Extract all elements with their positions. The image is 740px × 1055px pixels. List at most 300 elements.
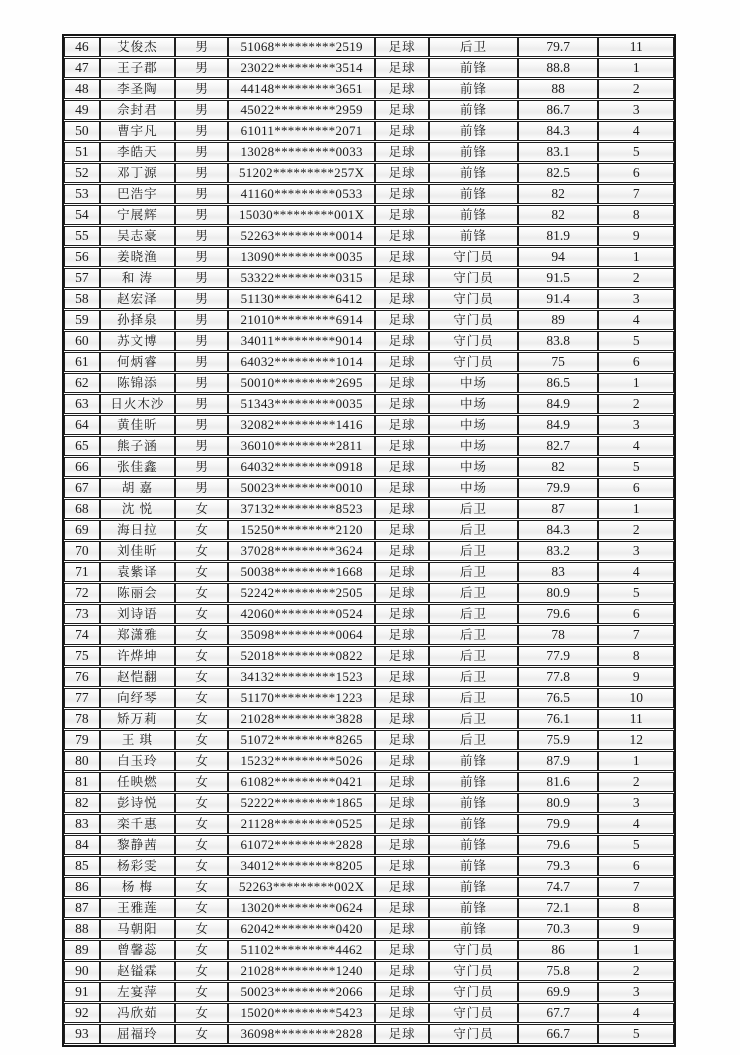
cell-rank: 2 [598, 772, 674, 792]
cell-sport: 足球 [375, 751, 429, 771]
cell-sport: 足球 [375, 457, 429, 477]
cell-sport: 足球 [375, 604, 429, 624]
cell-row-number: 90 [64, 961, 100, 981]
table-row [64, 856, 674, 876]
cell-sport: 足球 [375, 940, 429, 960]
cell-student-name: 艾俊杰 [100, 37, 175, 57]
cell-sport: 足球 [375, 121, 429, 141]
cell-student-name: 冯欣茹 [100, 1003, 175, 1023]
cell-student-name: 李皓天 [100, 142, 175, 162]
cell-row-number: 86 [64, 877, 100, 897]
cell-score: 87.9 [518, 751, 599, 771]
roster-table-sheet [62, 34, 676, 1047]
table-row [64, 268, 674, 288]
cell-position: 前锋 [429, 163, 518, 183]
cell-rank: 8 [598, 898, 674, 918]
cell-score: 79.9 [518, 814, 599, 834]
cell-gender: 女 [175, 730, 228, 750]
cell-row-number: 72 [64, 583, 100, 603]
cell-row-number: 54 [64, 205, 100, 225]
cell-position: 中场 [429, 415, 518, 435]
cell-score: 91.5 [518, 268, 599, 288]
cell-sport: 足球 [375, 1024, 429, 1044]
cell-rank: 4 [598, 436, 674, 456]
cell-score: 83.8 [518, 331, 599, 351]
cell-sport: 足球 [375, 226, 429, 246]
cell-sport: 足球 [375, 100, 429, 120]
cell-gender: 女 [175, 646, 228, 666]
cell-position: 守门员 [429, 310, 518, 330]
cell-sport: 足球 [375, 730, 429, 750]
cell-gender: 女 [175, 919, 228, 939]
cell-id-number: 21010*********6914 [228, 310, 375, 330]
cell-score: 76.1 [518, 709, 599, 729]
cell-id-number: 53322*********0315 [228, 268, 375, 288]
cell-sport: 足球 [375, 688, 429, 708]
cell-position: 后卫 [429, 499, 518, 519]
table-row [64, 751, 674, 771]
table-row [64, 646, 674, 666]
cell-position: 守门员 [429, 352, 518, 372]
table-row [64, 373, 674, 393]
cell-position: 后卫 [429, 646, 518, 666]
cell-rank: 5 [598, 331, 674, 351]
cell-sport: 足球 [375, 184, 429, 204]
cell-position: 前锋 [429, 121, 518, 141]
cell-score: 84.3 [518, 121, 599, 141]
cell-gender: 女 [175, 793, 228, 813]
cell-position: 前锋 [429, 856, 518, 876]
cell-id-number: 51072*********8265 [228, 730, 375, 750]
cell-sport: 足球 [375, 58, 429, 78]
cell-rank: 2 [598, 961, 674, 981]
cell-student-name: 赵宏泽 [100, 289, 175, 309]
cell-sport: 足球 [375, 331, 429, 351]
cell-rank: 3 [598, 982, 674, 1002]
cell-gender: 女 [175, 1003, 228, 1023]
cell-score: 84.3 [518, 520, 599, 540]
cell-sport: 足球 [375, 982, 429, 1002]
cell-score: 79.7 [518, 37, 599, 57]
cell-score: 77.9 [518, 646, 599, 666]
cell-position: 前锋 [429, 793, 518, 813]
cell-position: 前锋 [429, 226, 518, 246]
cell-rank: 6 [598, 352, 674, 372]
cell-gender: 男 [175, 247, 228, 267]
cell-row-number: 48 [64, 79, 100, 99]
cell-student-name: 邓丁源 [100, 163, 175, 183]
cell-score: 78 [518, 625, 599, 645]
table-row [64, 520, 674, 540]
cell-position: 守门员 [429, 982, 518, 1002]
cell-gender: 女 [175, 667, 228, 687]
cell-gender: 男 [175, 268, 228, 288]
cell-sport: 足球 [375, 709, 429, 729]
cell-student-name: 矫万莉 [100, 709, 175, 729]
cell-student-name: 张佳鑫 [100, 457, 175, 477]
cell-rank: 8 [598, 205, 674, 225]
cell-id-number: 50023*********2066 [228, 982, 375, 1002]
cell-rank: 10 [598, 688, 674, 708]
cell-gender: 男 [175, 226, 228, 246]
cell-id-number: 41160*********0533 [228, 184, 375, 204]
cell-rank: 2 [598, 520, 674, 540]
cell-position: 后卫 [429, 688, 518, 708]
cell-id-number: 50023*********0010 [228, 478, 375, 498]
table-row [64, 730, 674, 750]
cell-id-number: 64032*********1014 [228, 352, 375, 372]
cell-row-number: 77 [64, 688, 100, 708]
table-row [64, 541, 674, 561]
cell-id-number: 15020*********5423 [228, 1003, 375, 1023]
cell-sport: 足球 [375, 898, 429, 918]
cell-student-name: 李圣陶 [100, 79, 175, 99]
cell-position: 守门员 [429, 1024, 518, 1044]
cell-rank: 6 [598, 604, 674, 624]
cell-student-name: 彭诗悦 [100, 793, 175, 813]
cell-student-name: 日火木沙 [100, 394, 175, 414]
cell-rank: 12 [598, 730, 674, 750]
cell-student-name: 赵恺翻 [100, 667, 175, 687]
cell-rank: 2 [598, 79, 674, 99]
table-row [64, 772, 674, 792]
table-row [64, 814, 674, 834]
table-row [64, 667, 674, 687]
cell-gender: 男 [175, 142, 228, 162]
cell-gender: 女 [175, 856, 228, 876]
cell-gender: 男 [175, 373, 228, 393]
table-row [64, 604, 674, 624]
cell-id-number: 61072*********2828 [228, 835, 375, 855]
cell-score: 82 [518, 205, 599, 225]
cell-gender: 男 [175, 331, 228, 351]
cell-gender: 男 [175, 457, 228, 477]
cell-row-number: 66 [64, 457, 100, 477]
cell-row-number: 81 [64, 772, 100, 792]
cell-score: 80.9 [518, 583, 599, 603]
cell-gender: 女 [175, 961, 228, 981]
cell-student-name: 赵镒霖 [100, 961, 175, 981]
cell-id-number: 51068*********2519 [228, 37, 375, 57]
cell-student-name: 刘诗语 [100, 604, 175, 624]
cell-sport: 足球 [375, 352, 429, 372]
cell-sport: 足球 [375, 373, 429, 393]
cell-gender: 女 [175, 541, 228, 561]
cell-row-number: 87 [64, 898, 100, 918]
cell-score: 91.4 [518, 289, 599, 309]
cell-id-number: 15030*********001X [228, 205, 375, 225]
cell-rank: 9 [598, 919, 674, 939]
cell-row-number: 53 [64, 184, 100, 204]
table-row [64, 205, 674, 225]
cell-rank: 4 [598, 1003, 674, 1023]
cell-id-number: 34132*********1523 [228, 667, 375, 687]
table-row [64, 247, 674, 267]
cell-sport: 足球 [375, 583, 429, 603]
cell-row-number: 74 [64, 625, 100, 645]
cell-rank: 1 [598, 58, 674, 78]
cell-gender: 女 [175, 583, 228, 603]
cell-position: 后卫 [429, 625, 518, 645]
cell-student-name: 曾馨蕊 [100, 940, 175, 960]
cell-score: 79.6 [518, 604, 599, 624]
cell-gender: 男 [175, 352, 228, 372]
cell-position: 前锋 [429, 751, 518, 771]
cell-sport: 足球 [375, 814, 429, 834]
cell-rank: 11 [598, 709, 674, 729]
cell-student-name: 吴志豪 [100, 226, 175, 246]
table-row [64, 37, 674, 57]
cell-position: 后卫 [429, 730, 518, 750]
cell-student-name: 和 涛 [100, 268, 175, 288]
cell-row-number: 82 [64, 793, 100, 813]
table-row [64, 835, 674, 855]
cell-id-number: 51343*********0035 [228, 394, 375, 414]
cell-id-number: 13020*********0624 [228, 898, 375, 918]
cell-rank: 6 [598, 478, 674, 498]
cell-student-name: 王 琪 [100, 730, 175, 750]
cell-id-number: 52263*********0014 [228, 226, 375, 246]
cell-id-number: 34011*********9014 [228, 331, 375, 351]
cell-student-name: 胡 嘉 [100, 478, 175, 498]
cell-sport: 足球 [375, 268, 429, 288]
cell-id-number: 44148*********3651 [228, 79, 375, 99]
cell-row-number: 47 [64, 58, 100, 78]
cell-score: 72.1 [518, 898, 599, 918]
cell-position: 后卫 [429, 520, 518, 540]
cell-score: 75 [518, 352, 599, 372]
cell-score: 83 [518, 562, 599, 582]
cell-sport: 足球 [375, 37, 429, 57]
cell-rank: 7 [598, 625, 674, 645]
table-row [64, 142, 674, 162]
cell-rank: 6 [598, 856, 674, 876]
cell-sport: 足球 [375, 793, 429, 813]
cell-position: 后卫 [429, 562, 518, 582]
cell-score: 86.7 [518, 100, 599, 120]
cell-row-number: 58 [64, 289, 100, 309]
cell-score: 69.9 [518, 982, 599, 1002]
cell-position: 前锋 [429, 919, 518, 939]
cell-position: 前锋 [429, 877, 518, 897]
cell-row-number: 60 [64, 331, 100, 351]
cell-score: 82 [518, 184, 599, 204]
cell-rank: 1 [598, 247, 674, 267]
table-row [64, 331, 674, 351]
table-row [64, 793, 674, 813]
cell-student-name: 何炳睿 [100, 352, 175, 372]
cell-gender: 男 [175, 121, 228, 141]
cell-student-name: 沈 悦 [100, 499, 175, 519]
cell-rank: 3 [598, 100, 674, 120]
cell-student-name: 杨 梅 [100, 877, 175, 897]
cell-sport: 足球 [375, 499, 429, 519]
cell-position: 守门员 [429, 940, 518, 960]
cell-gender: 男 [175, 478, 228, 498]
cell-student-name: 孙择泉 [100, 310, 175, 330]
cell-student-name: 袁紫译 [100, 562, 175, 582]
cell-position: 后卫 [429, 667, 518, 687]
cell-rank: 5 [598, 835, 674, 855]
cell-rank: 3 [598, 415, 674, 435]
cell-id-number: 32082*********1416 [228, 415, 375, 435]
cell-id-number: 45022*********2959 [228, 100, 375, 120]
cell-score: 86 [518, 940, 599, 960]
cell-student-name: 屈福玲 [100, 1024, 175, 1044]
cell-sport: 足球 [375, 415, 429, 435]
cell-score: 82.7 [518, 436, 599, 456]
cell-id-number: 61082*********0421 [228, 772, 375, 792]
cell-student-name: 王子郡 [100, 58, 175, 78]
table-row [64, 394, 674, 414]
cell-id-number: 52263*********002X [228, 877, 375, 897]
table-row [64, 709, 674, 729]
cell-row-number: 88 [64, 919, 100, 939]
cell-sport: 足球 [375, 856, 429, 876]
cell-position: 中场 [429, 478, 518, 498]
cell-gender: 男 [175, 310, 228, 330]
cell-gender: 男 [175, 289, 228, 309]
cell-sport: 足球 [375, 919, 429, 939]
cell-position: 中场 [429, 394, 518, 414]
cell-gender: 男 [175, 436, 228, 456]
cell-gender: 男 [175, 394, 228, 414]
table-row [64, 58, 674, 78]
cell-id-number: 64032*********0918 [228, 457, 375, 477]
cell-position: 前锋 [429, 79, 518, 99]
cell-rank: 1 [598, 499, 674, 519]
cell-student-name: 海日拉 [100, 520, 175, 540]
cell-row-number: 91 [64, 982, 100, 1002]
table-row [64, 898, 674, 918]
cell-id-number: 50010*********2695 [228, 373, 375, 393]
table-row [64, 583, 674, 603]
cell-score: 70.3 [518, 919, 599, 939]
cell-row-number: 67 [64, 478, 100, 498]
cell-row-number: 73 [64, 604, 100, 624]
cell-row-number: 76 [64, 667, 100, 687]
cell-position: 中场 [429, 457, 518, 477]
cell-sport: 足球 [375, 667, 429, 687]
cell-sport: 足球 [375, 142, 429, 162]
cell-score: 82 [518, 457, 599, 477]
cell-id-number: 37132*********8523 [228, 499, 375, 519]
cell-rank: 4 [598, 814, 674, 834]
cell-id-number: 23022*********3514 [228, 58, 375, 78]
cell-score: 84.9 [518, 415, 599, 435]
table-row [64, 940, 674, 960]
cell-score: 84.9 [518, 394, 599, 414]
cell-score: 80.9 [518, 793, 599, 813]
cell-rank: 11 [598, 37, 674, 57]
cell-sport: 足球 [375, 877, 429, 897]
cell-gender: 女 [175, 499, 228, 519]
cell-gender: 女 [175, 709, 228, 729]
cell-score: 75.9 [518, 730, 599, 750]
cell-id-number: 61011*********2071 [228, 121, 375, 141]
cell-position: 前锋 [429, 772, 518, 792]
cell-sport: 足球 [375, 1003, 429, 1023]
cell-row-number: 46 [64, 37, 100, 57]
cell-id-number: 37028*********3624 [228, 541, 375, 561]
cell-row-number: 56 [64, 247, 100, 267]
cell-student-name: 马朝阳 [100, 919, 175, 939]
cell-row-number: 71 [64, 562, 100, 582]
cell-row-number: 49 [64, 100, 100, 120]
table-row [64, 163, 674, 183]
cell-id-number: 50038*********1668 [228, 562, 375, 582]
cell-sport: 足球 [375, 625, 429, 645]
cell-student-name: 杨彩雯 [100, 856, 175, 876]
cell-student-name: 佘封君 [100, 100, 175, 120]
cell-row-number: 55 [64, 226, 100, 246]
cell-rank: 9 [598, 667, 674, 687]
table-row [64, 352, 674, 372]
cell-row-number: 78 [64, 709, 100, 729]
cell-position: 后卫 [429, 583, 518, 603]
cell-row-number: 52 [64, 163, 100, 183]
cell-position: 后卫 [429, 604, 518, 624]
cell-position: 守门员 [429, 289, 518, 309]
cell-score: 88 [518, 79, 599, 99]
cell-score: 76.5 [518, 688, 599, 708]
cell-sport: 足球 [375, 646, 429, 666]
cell-id-number: 15232*********5026 [228, 751, 375, 771]
cell-id-number: 36098*********2828 [228, 1024, 375, 1044]
cell-student-name: 黄佳昕 [100, 415, 175, 435]
cell-sport: 足球 [375, 289, 429, 309]
cell-gender: 女 [175, 1024, 228, 1044]
cell-id-number: 51170*********1223 [228, 688, 375, 708]
cell-gender: 女 [175, 751, 228, 771]
cell-position: 后卫 [429, 541, 518, 561]
cell-rank: 1 [598, 373, 674, 393]
cell-student-name: 左宴萍 [100, 982, 175, 1002]
cell-student-name: 刘佳昕 [100, 541, 175, 561]
cell-rank: 7 [598, 877, 674, 897]
cell-row-number: 64 [64, 415, 100, 435]
cell-rank: 7 [598, 184, 674, 204]
cell-student-name: 巴浩宇 [100, 184, 175, 204]
table-row [64, 625, 674, 645]
cell-id-number: 21128*********0525 [228, 814, 375, 834]
table-row [64, 415, 674, 435]
cell-score: 83.1 [518, 142, 599, 162]
cell-id-number: 52242*********2505 [228, 583, 375, 603]
cell-score: 74.7 [518, 877, 599, 897]
cell-row-number: 51 [64, 142, 100, 162]
cell-score: 82.5 [518, 163, 599, 183]
table-row [64, 79, 674, 99]
cell-position: 守门员 [429, 1003, 518, 1023]
cell-position: 后卫 [429, 709, 518, 729]
cell-student-name: 姜晓渔 [100, 247, 175, 267]
table-row [64, 310, 674, 330]
cell-student-name: 栾千惠 [100, 814, 175, 834]
cell-position: 前锋 [429, 100, 518, 120]
table-row [64, 919, 674, 939]
cell-student-name: 熊子涵 [100, 436, 175, 456]
cell-rank: 5 [598, 142, 674, 162]
cell-gender: 女 [175, 982, 228, 1002]
cell-gender: 女 [175, 940, 228, 960]
cell-position: 中场 [429, 436, 518, 456]
cell-rank: 8 [598, 646, 674, 666]
cell-gender: 男 [175, 100, 228, 120]
table-row [64, 289, 674, 309]
cell-id-number: 51202*********257X [228, 163, 375, 183]
cell-rank: 9 [598, 226, 674, 246]
